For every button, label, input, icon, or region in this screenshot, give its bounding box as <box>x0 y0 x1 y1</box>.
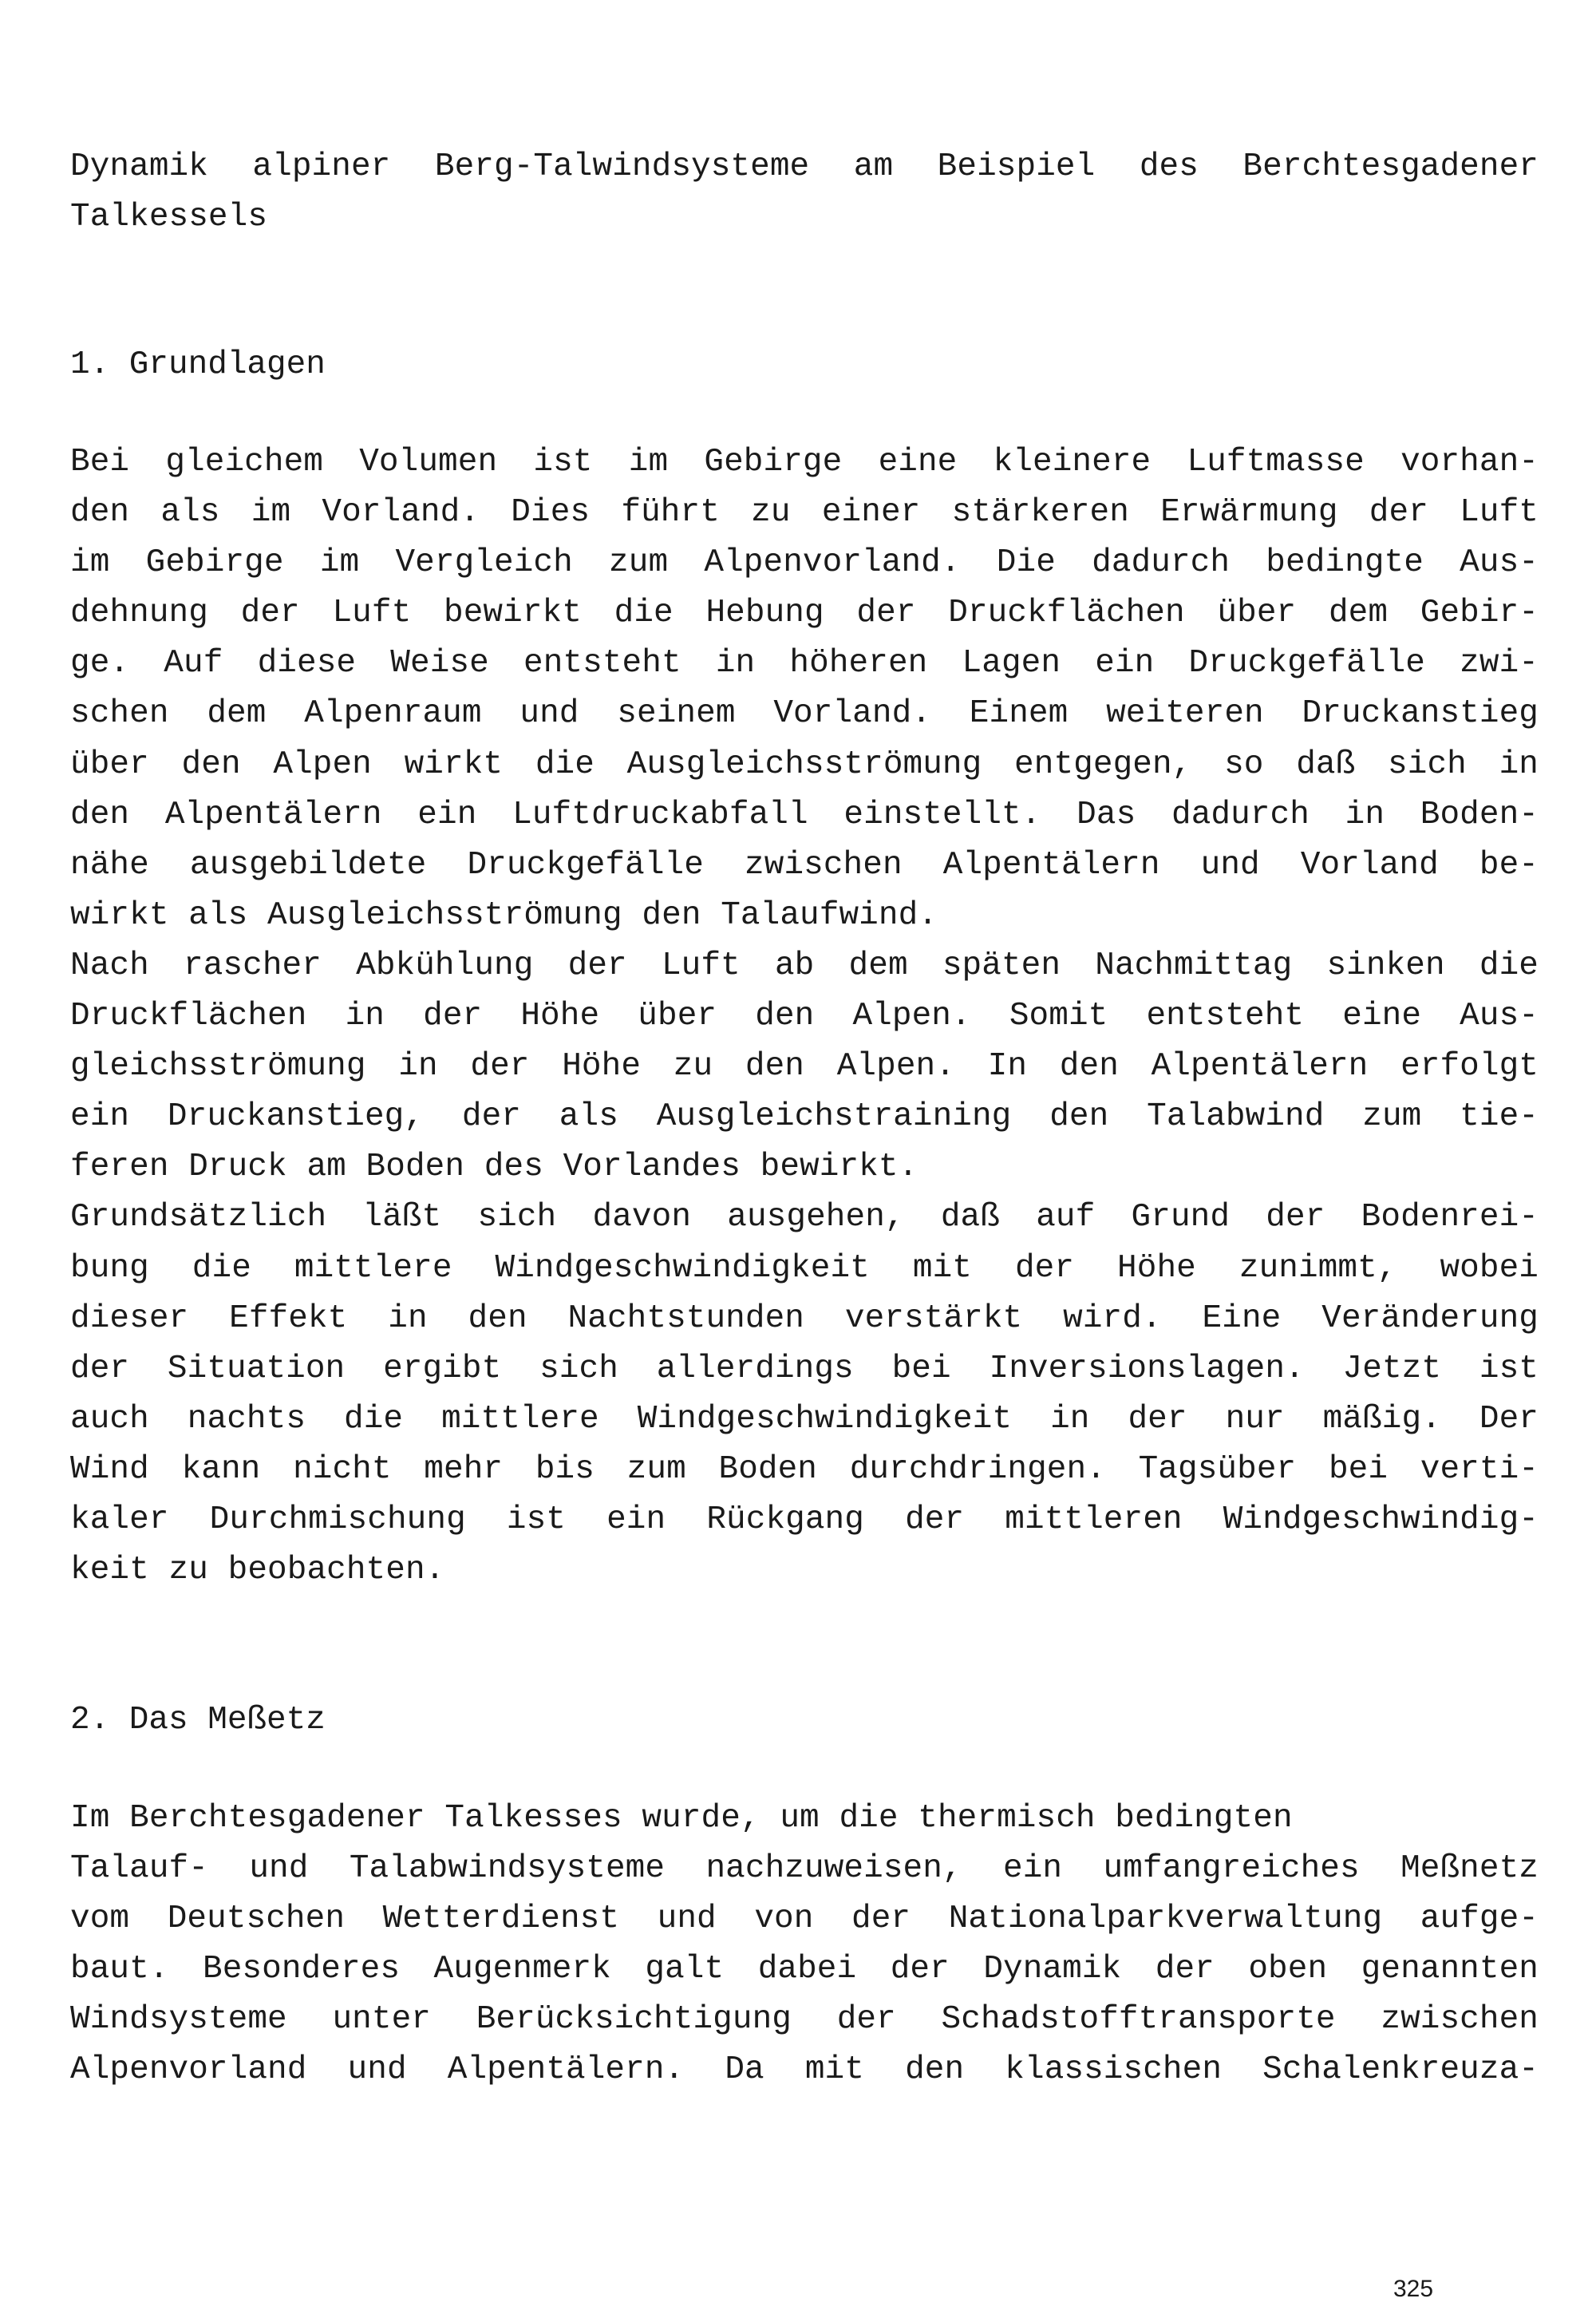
text-line: Alpenvorland und Alpentälern. Da mit den klassischen Schalenkreuza- <box>70 2051 1539 2089</box>
section-body-grundlagen <box>70 437 1539 1596</box>
text-line: auch nachts die mittlere Windgeschwindigkeit in der nur mäßig. Der <box>70 1400 1539 1438</box>
section-heading-messnetz: 2. Das Meßetz <box>70 1702 326 1739</box>
text-line: Im Berchtesgadener Talkesses wurde, um die thermisch bedingten <box>70 1800 1293 1837</box>
text-line: der Situation ergibt sich allerdings bei Inversionslagen. Jetzt ist <box>70 1350 1539 1387</box>
text-line: bung die mittlere Windgeschwindigkeit mit der Höhe zunimmt, wobei <box>70 1249 1539 1287</box>
text-line: wirkt als Ausgleichsströmung den Talaufwind. <box>70 896 938 934</box>
text-line: Bei gleichem Volumen ist im Gebirge eine kleinere Luftmasse vorhan- <box>70 444 1539 481</box>
text-line: Talauf- und Talabwindsysteme nachzuweisen, ein umfangreiches Meßnetz <box>70 1850 1539 1888</box>
text-line: nähe ausgebildete Druckgefälle zwischen Alpentälern und Vorland be- <box>70 846 1539 884</box>
text-line: baut. Besonderes Augenmerk galt dabei der Dynamik der oben genannten <box>70 1951 1539 1988</box>
page-number: 325 <box>1393 2276 1434 2302</box>
text-line: vom Deutschen Wetterdienst und von der Nationalparkverwaltung aufge- <box>70 1901 1539 1938</box>
text-line: dehnung der Luft bewirkt die Hebung der Druckflächen über dem Gebir- <box>70 595 1539 632</box>
title-line: Talkessels <box>70 199 268 236</box>
text-line: feren Druck am Boden des Vorlandes bewirkt. <box>70 1149 918 1186</box>
text-line: gleichsströmung in der Höhe zu den Alpen. In den Alpentälern erfolgt <box>70 1048 1539 1086</box>
text-line: Nach rascher Abkühlung der Luft ab dem späten Nachmittag sinken die <box>70 947 1539 984</box>
text-line: über den Alpen wirkt die Ausgleichsströmung entgegen, so daß sich in <box>70 746 1539 783</box>
text-line: ge. Auf diese Weise entsteht in höheren Lagen ein Druckgefälle zwi- <box>70 645 1539 682</box>
section-heading-grundlagen: 1. Grundlagen <box>70 346 326 383</box>
text-line: den als im Vorland. Dies führt zu einer stärkeren Erwärmung der Luft <box>70 494 1539 532</box>
title-line: Dynamik alpiner Berg-Talwindsysteme am Beispiel des Berchtesgadener <box>70 148 1539 185</box>
text-line: ein Druckanstieg, der als Ausgleichstraining den Talabwind zum tie- <box>70 1098 1539 1136</box>
text-line: Wind kann nicht mehr bis zum Boden durchdringen. Tagsüber bei verti- <box>70 1450 1539 1488</box>
document-title <box>70 142 1539 243</box>
text-line: kaler Durchmischung ist ein Rückgang der mittleren Windgeschwindig- <box>70 1501 1539 1538</box>
text-line: den Alpentälern ein Luftdruckabfall einstellt. Das dadurch in Boden- <box>70 796 1539 833</box>
text-line: schen dem Alpenraum und seinem Vorland. Einem weiteren Druckanstieg <box>70 695 1539 733</box>
text-line: Windsysteme unter Berücksichtigung der Schadstofftransporte zwischen <box>70 2001 1539 2039</box>
text-line: im Gebirge im Vergleich zum Alpenvorland. Die dadurch bedingte Aus- <box>70 544 1539 582</box>
text-line: Druckflächen in der Höhe über den Alpen. Somit entsteht eine Aus- <box>70 998 1539 1035</box>
text-line: keit zu beobachten. <box>70 1552 445 1589</box>
text-line: Grundsätzlich läßt sich davon ausgehen, daß auf Grund der Bodenrei- <box>70 1199 1539 1236</box>
text-line: dieser Effekt in den Nachtstunden verstärkt wird. Eine Veränderung <box>70 1299 1539 1337</box>
section-body-messnetz <box>70 1794 1539 2096</box>
